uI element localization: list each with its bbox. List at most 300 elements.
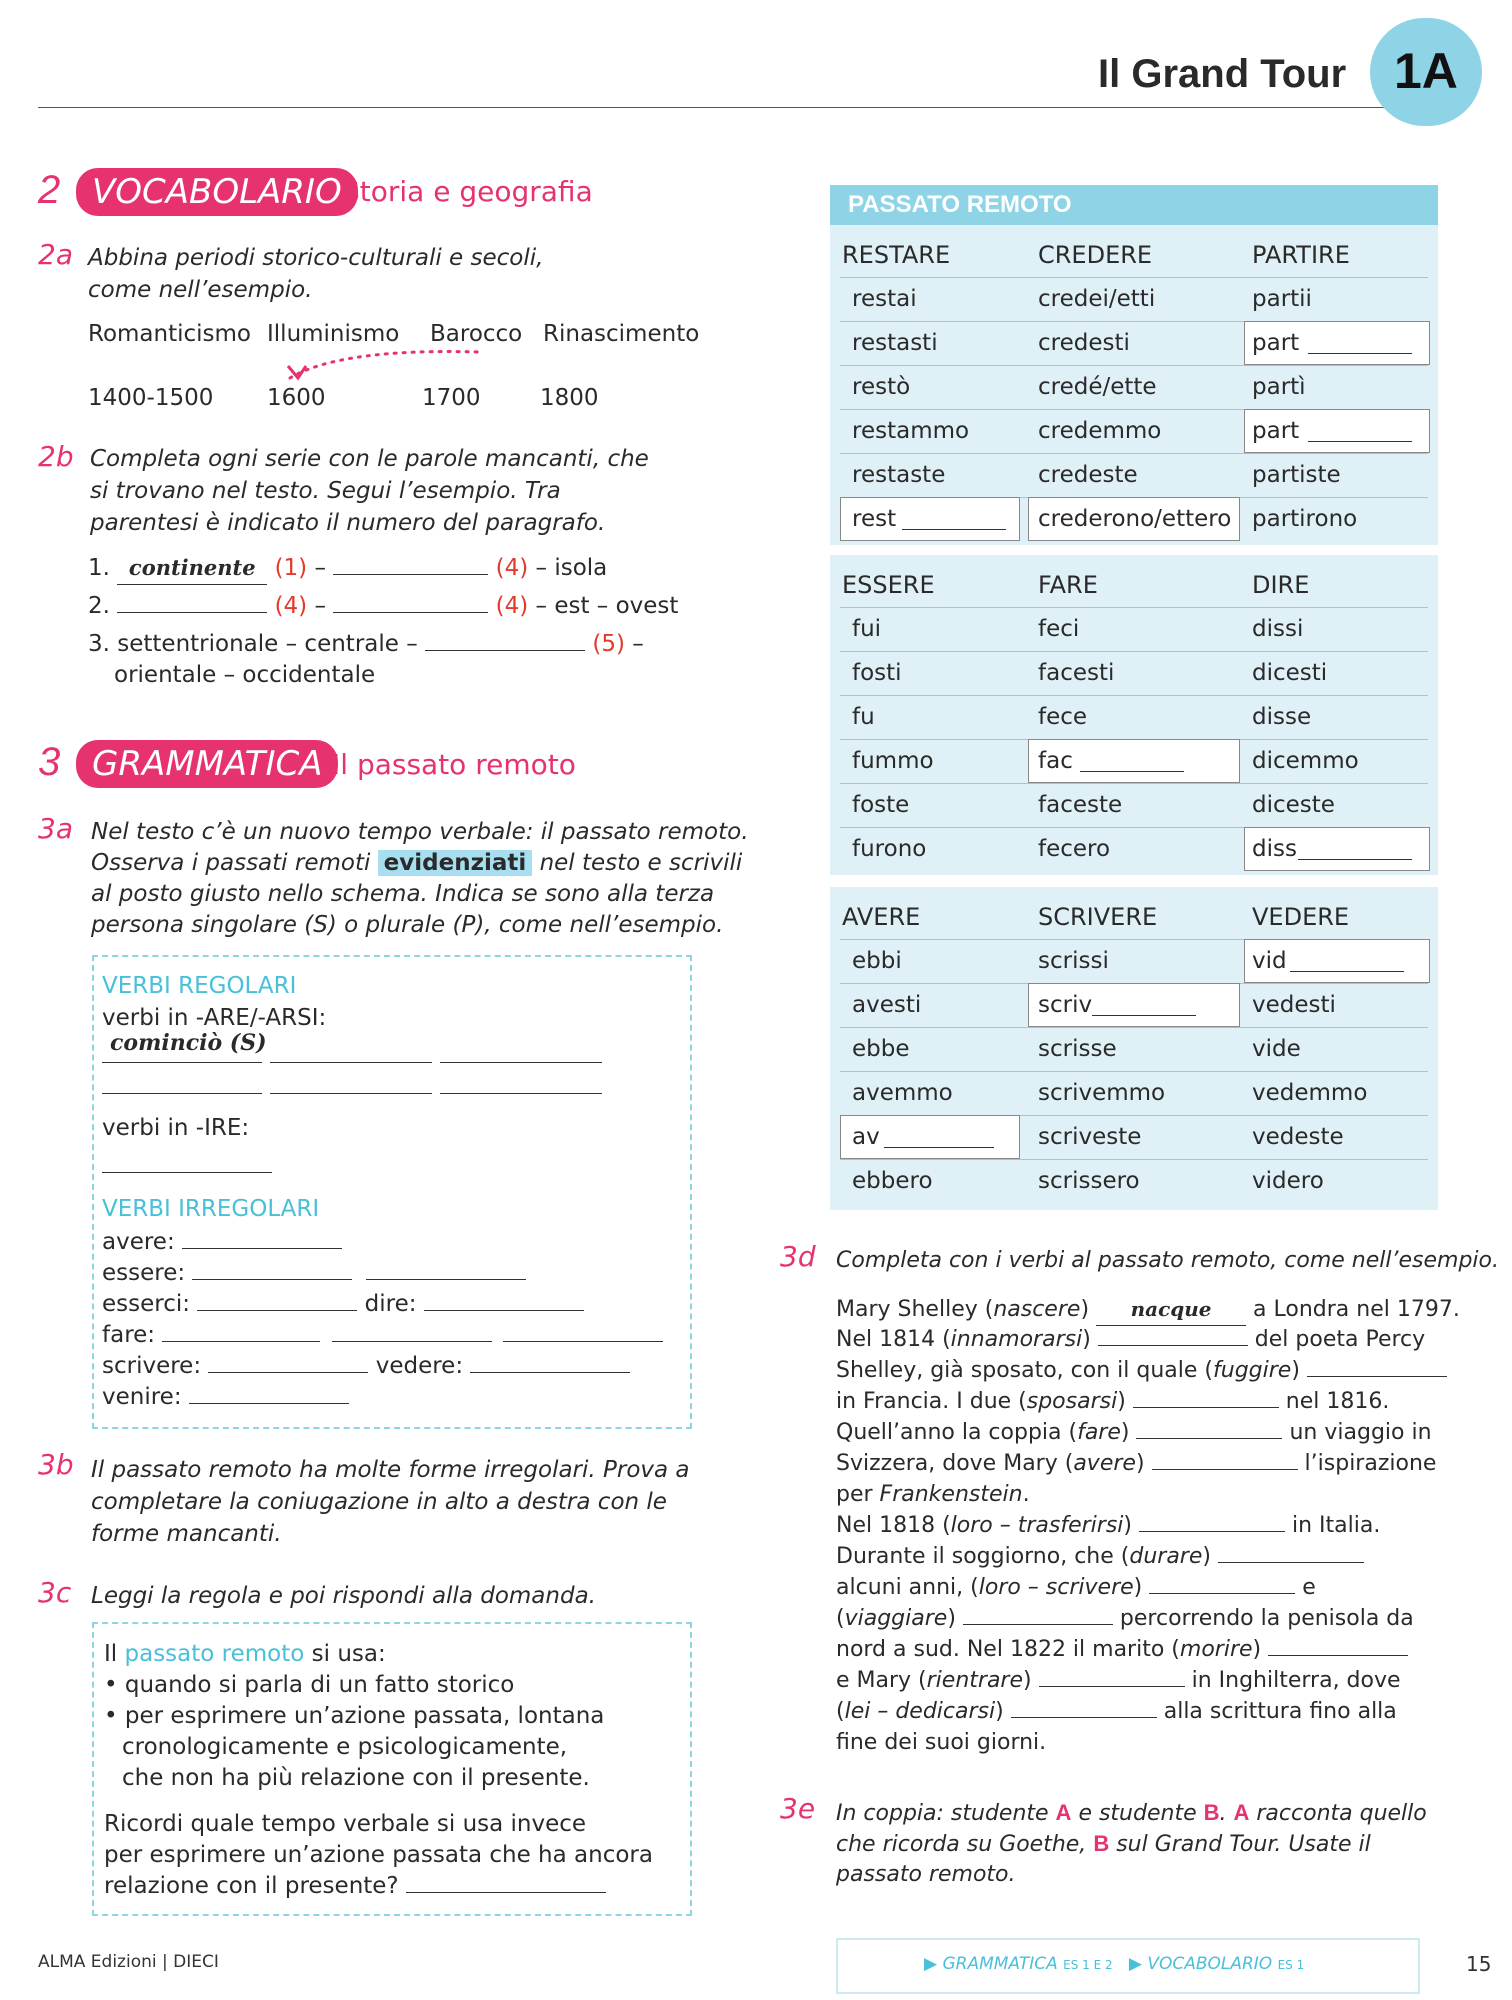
verb-hint: lei – dedicarsi	[844, 1699, 996, 1724]
cell: part	[1252, 418, 1300, 444]
are-blank-2[interactable]	[270, 1062, 432, 1063]
cross-reference-content	[924, 1954, 1304, 1974]
passato-remoto-table-3	[830, 887, 1438, 1210]
matching-line-example	[280, 340, 500, 385]
series-3-num: 3.	[88, 631, 110, 657]
table-1-header	[840, 233, 1428, 278]
ref-grammatica-exercises: ES 1 E 2	[1063, 1958, 1113, 1972]
story-blank-dedicarsi[interactable]	[1011, 1716, 1157, 1718]
table-row	[840, 1115, 1428, 1160]
ire-blank[interactable]	[102, 1172, 272, 1173]
exercise-3e-line2	[836, 1828, 1371, 1861]
essere-blank-2[interactable]	[366, 1278, 526, 1280]
table-row	[840, 827, 1428, 871]
passato-remoto-table-2	[830, 555, 1438, 875]
exercise-3c-instruction: Leggi la regola e poi rispondi alla domanda.	[91, 1583, 596, 1609]
t: e Mary (	[836, 1668, 927, 1693]
story-blank-scrivere[interactable]	[1149, 1592, 1295, 1594]
partire-blank-1[interactable]	[1308, 353, 1412, 354]
cell: vedeste	[1252, 1124, 1344, 1150]
rule-question-1: Ricordi quale tempo verbale si usa invece	[104, 1811, 587, 1837]
t: per	[836, 1482, 880, 1507]
irregular-avere	[102, 1226, 342, 1258]
cell: crederono/ettero	[1038, 506, 1232, 532]
story-blank-avere[interactable]	[1152, 1468, 1298, 1470]
rule-intro-end: si usa:	[311, 1641, 386, 1667]
verbi-ire-label: verbi in -IRE:	[102, 1115, 250, 1141]
section-2-pill: VOCABOLARIO	[76, 168, 358, 216]
fare-blank-1[interactable]	[162, 1340, 320, 1342]
student-b: B	[1093, 1831, 1110, 1856]
exercise-3e-label: 3e	[780, 1792, 816, 1825]
t: alla scrittura fino alla	[1163, 1699, 1397, 1724]
story-line-12	[836, 1634, 1408, 1666]
story-blank-innamorarsi[interactable]	[1098, 1344, 1248, 1346]
unit-badge-label: 1A	[1394, 43, 1458, 99]
table-row	[840, 497, 1428, 541]
ref-vocabolario-exercises: ES 1	[1277, 1958, 1305, 1972]
header-essere: ESSERE	[842, 571, 935, 599]
header-credere: CREDERE	[1038, 241, 1153, 269]
scrivere-blank[interactable]	[208, 1371, 368, 1373]
rule-bullet-2a: • per esprimere un’azione passata, lontana	[104, 1703, 605, 1729]
are-blank-4[interactable]	[102, 1093, 262, 1094]
series-3-paragraph: (5)	[592, 631, 625, 657]
century-1400-1500: 1400-1500	[88, 385, 214, 411]
rule-bullet-2b: cronologicamente e psicologicamente,	[122, 1734, 568, 1760]
cell: furono	[852, 836, 927, 862]
table-title: PASSATO REMOTO	[848, 191, 1072, 218]
cell: ebbi	[852, 948, 902, 974]
table-row	[840, 607, 1428, 652]
table-row	[840, 277, 1428, 322]
exercise-2a-label: 2a	[38, 238, 73, 271]
t: in Italia.	[1292, 1513, 1381, 1538]
series-1-dash: –	[314, 555, 326, 581]
t: Durante il soggiorno, che (	[836, 1544, 1130, 1569]
rule-intro	[104, 1638, 386, 1670]
irregular-venire-label: venire:	[102, 1384, 182, 1410]
exercise-3b-label: 3b	[38, 1448, 74, 1481]
table-row	[840, 453, 1428, 498]
table-row	[840, 651, 1428, 696]
cell: rest	[852, 506, 897, 532]
unit-badge	[1370, 18, 1482, 126]
series-1-paragraph-1: (1)	[274, 555, 308, 581]
cell: vide	[1252, 1036, 1301, 1062]
cell: avemmo	[852, 1080, 953, 1106]
t: e studente	[1078, 1801, 1197, 1826]
are-blank-6[interactable]	[440, 1093, 602, 1094]
restare-blank[interactable]	[902, 529, 1006, 530]
story-blank-fuggire[interactable]	[1307, 1375, 1447, 1377]
t: sul Grand Tour. Usate il	[1116, 1832, 1371, 1857]
table-2-header	[840, 563, 1428, 608]
ref-grammatica[interactable]: ▶ GRAMMATICA	[924, 1954, 1058, 1974]
story-blank-viaggiare[interactable]	[963, 1623, 1113, 1625]
student-a: A	[1233, 1800, 1250, 1825]
story-blank-morire[interactable]	[1268, 1654, 1408, 1656]
t: nord a sud. Nel 1822 il marito (	[836, 1637, 1180, 1662]
series-row-2	[88, 590, 678, 622]
exercise-2b-instruction: Completa ogni serie con le parole mancanti, che si trovano nel testo. Segui l’esempio. Tra parentesi è indicato il numero del paragrafo.	[90, 446, 649, 536]
t: .	[1219, 1801, 1227, 1826]
exercise-2b-label: 2b	[38, 440, 74, 473]
section-2-number: 2	[38, 168, 61, 212]
header-avere: AVERE	[842, 903, 921, 931]
series-3-line2: orientale – occidentale	[114, 662, 376, 688]
scrivere-table-blank[interactable]	[1092, 1015, 1196, 1016]
exercise-3c-label: 3c	[38, 1576, 72, 1609]
story-line-1	[836, 1293, 1460, 1326]
are-blank-3[interactable]	[440, 1062, 602, 1063]
cell: partì	[1252, 374, 1306, 400]
verb-hint: rientrare	[926, 1668, 1024, 1693]
t: )	[1135, 1451, 1145, 1476]
irregular-avere-label: avere:	[102, 1229, 175, 1255]
fare-table-blank[interactable]	[1080, 771, 1184, 772]
period-romanticismo: Romanticismo	[88, 321, 251, 347]
t: Quell’anno la coppia (	[836, 1420, 1078, 1445]
cell: foste	[852, 792, 910, 818]
story-blank-rientrare[interactable]	[1039, 1685, 1185, 1687]
cell: scriv	[1038, 992, 1093, 1018]
cell: restò	[852, 374, 911, 400]
publisher-credit: ALMA Edizioni | DIECI	[38, 1952, 219, 1972]
verb-hint: viaggiare	[844, 1606, 948, 1631]
t: racconta quello	[1256, 1801, 1427, 1826]
story-line-2	[836, 1324, 1425, 1356]
cell: credemmo	[1038, 418, 1162, 444]
t: .	[1022, 1482, 1030, 1507]
story-blank-durare[interactable]	[1218, 1561, 1364, 1563]
t: )	[995, 1699, 1004, 1724]
t: che ricorda su Goethe,	[836, 1832, 1087, 1857]
exercise-3a-label: 3a	[38, 812, 73, 845]
header-fare: FARE	[1038, 571, 1098, 599]
story-line-10	[836, 1572, 1316, 1604]
exercise-3a-line3: al posto giusto nello schema. Indica se sono alla terza	[91, 881, 715, 907]
t: )	[947, 1606, 956, 1631]
verb-hint: durare	[1129, 1544, 1203, 1569]
series-2-dash: –	[314, 593, 326, 619]
table-row	[840, 409, 1428, 454]
cell: credé/ette	[1038, 374, 1157, 400]
cell: diceste	[1252, 792, 1335, 818]
t: Nel 1818 (	[836, 1513, 951, 1538]
t: in Francia. I due (	[836, 1389, 1027, 1414]
story-line-11	[836, 1603, 1414, 1635]
t: )	[1133, 1575, 1143, 1600]
header-vedere: VEDERE	[1252, 903, 1350, 931]
cell: disse	[1252, 704, 1312, 730]
period-barocco: Barocco	[430, 321, 523, 347]
story-line-4	[836, 1386, 1389, 1418]
t: un viaggio in	[1289, 1420, 1432, 1445]
table-row	[840, 365, 1428, 410]
irregular-fare	[102, 1319, 663, 1351]
cell: vedemmo	[1252, 1080, 1368, 1106]
t: e	[1302, 1575, 1316, 1600]
t: Nel 1814 (	[836, 1327, 951, 1352]
exercise-3b-text: Il passato remoto ha molte forme irregolari. Prova a completare la coniugazione in alto a destra con le forme mancanti.	[91, 1457, 690, 1547]
avere-table-blank[interactable]	[884, 1147, 994, 1148]
cell: dissi	[1252, 616, 1304, 642]
exercise-3e-line1	[836, 1797, 1427, 1830]
cell: restai	[852, 286, 917, 312]
verb-hint: fuggire	[1213, 1358, 1292, 1383]
fare-blank-3[interactable]	[503, 1340, 663, 1342]
cell: restasti	[852, 330, 938, 356]
t: )	[1202, 1544, 1211, 1569]
ref-vocabolario[interactable]: ▶ VOCABOLARIO	[1128, 1954, 1273, 1974]
cell: partii	[1252, 286, 1312, 312]
cell: scrissero	[1038, 1168, 1140, 1194]
cell: scrissi	[1038, 948, 1109, 974]
t: )	[1252, 1637, 1262, 1662]
cell: fece	[1038, 704, 1088, 730]
century-1800: 1800	[540, 385, 599, 411]
t: )	[1291, 1358, 1300, 1383]
example-answer-nacque: nacque	[1096, 1293, 1246, 1326]
series-1-num: 1.	[88, 555, 110, 581]
essere-blank-1[interactable]	[192, 1278, 352, 1280]
table-title-bar	[830, 185, 1438, 225]
cell: avesti	[852, 992, 922, 1018]
cell: partirono	[1252, 506, 1358, 532]
irregular-esserci-dire	[102, 1288, 584, 1320]
example-cominciò: cominciò (S)	[110, 1030, 267, 1056]
verb-hint: innamorarsi	[950, 1327, 1083, 1352]
verbi-regolari-title: VERBI REGOLARI	[102, 973, 297, 999]
story-line-3	[836, 1355, 1447, 1387]
cell: restammo	[852, 418, 970, 444]
verb-hint: loro – trasferirsi	[950, 1513, 1124, 1538]
cell: feci	[1038, 616, 1080, 642]
t: del poeta Percy	[1254, 1327, 1426, 1352]
header-restare: RESTARE	[842, 241, 951, 269]
t: )	[1123, 1513, 1132, 1538]
t: a Londra nel 1797.	[1253, 1297, 1460, 1322]
series-2-end: – est – ovest	[535, 593, 679, 619]
t: alcuni anni, (	[836, 1575, 979, 1600]
exercise-3a-line2	[91, 847, 742, 879]
student-a: A	[1055, 1800, 1072, 1825]
page-title: Il Grand Tour	[1098, 52, 1347, 96]
rule-answer-blank[interactable]	[406, 1891, 606, 1893]
cell: facesti	[1038, 660, 1115, 686]
cell: vedesti	[1252, 992, 1336, 1018]
exercise-3e-line3: passato remoto.	[836, 1862, 1016, 1887]
cell: diss	[1252, 836, 1297, 862]
series-3-end: –	[632, 631, 644, 657]
cell: fui	[852, 616, 882, 642]
exercise-3d-instruction: Completa con i verbi al passato remoto, come nell’esempio.	[836, 1248, 1499, 1273]
exercise-3a-line1: Nel testo c’è un nuovo tempo verbale: il passato remoto.	[91, 819, 749, 845]
cell: fac	[1038, 748, 1073, 774]
dire-table-blank[interactable]	[1298, 859, 1412, 860]
series-2-blank-1[interactable]	[117, 611, 267, 613]
header-rule	[38, 107, 1398, 108]
exercise-3d-label: 3d	[780, 1240, 816, 1273]
series-1-answer: continente	[117, 552, 267, 585]
dire-blank[interactable]	[424, 1309, 584, 1311]
table-row	[840, 1159, 1428, 1203]
table-row	[840, 321, 1428, 366]
book-title: Frankenstein	[879, 1482, 1023, 1507]
period-illuminismo: Illuminismo	[267, 321, 400, 347]
cell: fu	[852, 704, 875, 730]
table-row	[840, 739, 1428, 784]
irregular-esserci-label: esserci:	[102, 1291, 191, 1317]
highlighted-word: evidenziati	[378, 850, 533, 876]
series-3-start: settentrionale – centrale –	[117, 631, 418, 657]
table-3-header	[840, 895, 1428, 940]
series-row-3	[88, 628, 644, 660]
verbi-are-label: verbi in -ARE/-ARSI:	[102, 1005, 327, 1031]
rule-bullet-1: • quando si parla di un fatto storico	[104, 1672, 515, 1698]
exercise-3a-line2-b: nel testo e scrivili	[539, 850, 743, 876]
table-row	[840, 783, 1428, 828]
series-1-blank[interactable]	[333, 573, 488, 575]
vedere-blank[interactable]	[470, 1371, 630, 1373]
cell: scrivemmo	[1038, 1080, 1166, 1106]
cell: credei/etti	[1038, 286, 1156, 312]
cell: dicesti	[1252, 660, 1328, 686]
irregular-fare-label: fare:	[102, 1322, 156, 1348]
avere-blank[interactable]	[182, 1247, 342, 1249]
header-dire: DIRE	[1252, 571, 1310, 599]
series-2-paragraph-1: (4)	[274, 593, 308, 619]
t: Shelley, già sposato, con il quale (	[836, 1358, 1213, 1383]
verb-hint: avere	[1073, 1451, 1136, 1476]
exercise-3a-line4: persona singolare (S) o plurale (P), come nell’esempio.	[91, 912, 724, 938]
cell: scriveste	[1038, 1124, 1142, 1150]
cell: ebbero	[852, 1168, 933, 1194]
verb-hint: sposarsi	[1026, 1389, 1118, 1414]
cell: fecero	[1038, 836, 1111, 862]
story-line-7	[836, 1479, 1030, 1511]
cell: scrisse	[1038, 1036, 1117, 1062]
cell: av	[852, 1124, 880, 1150]
t: )	[1117, 1389, 1126, 1414]
cell: vid	[1252, 948, 1287, 974]
cross-reference-box	[836, 1938, 1420, 1994]
story-line-8	[836, 1510, 1380, 1542]
rule-question-3-text: relazione con il presente?	[104, 1873, 399, 1899]
story-line-13	[836, 1665, 1401, 1697]
table-row	[840, 1071, 1428, 1116]
story-line-14	[836, 1696, 1397, 1728]
story-line-6	[836, 1448, 1436, 1480]
t: percorrendo la penisola da	[1119, 1606, 1414, 1631]
verb-hint: morire	[1179, 1637, 1253, 1662]
cell: ebbe	[852, 1036, 910, 1062]
are-blank-5[interactable]	[270, 1093, 432, 1094]
t: )	[1120, 1420, 1130, 1445]
irregular-scrivere-label: scrivere:	[102, 1353, 202, 1379]
irregular-essere-label: essere:	[102, 1260, 186, 1286]
story-line-9	[836, 1541, 1364, 1573]
section-3-subtitle: Il passato remoto	[332, 748, 576, 781]
period-rinascimento: Rinascimento	[543, 321, 700, 347]
section-3-number: 3	[38, 740, 61, 784]
passato-remoto-table-1	[830, 185, 1438, 545]
section-3-pill: GRAMMATICA	[76, 740, 338, 788]
t: )	[1080, 1297, 1090, 1322]
table-row	[840, 939, 1428, 984]
t: in Inghilterra, dove	[1191, 1668, 1401, 1693]
vedere-table-blank[interactable]	[1290, 971, 1404, 972]
t: )	[1082, 1327, 1091, 1352]
story-line-15: fine dei suoi giorni.	[836, 1730, 1047, 1755]
cell: restaste	[852, 462, 946, 488]
verb-hint: fare	[1077, 1420, 1121, 1445]
student-b: B	[1203, 1800, 1220, 1825]
cell: faceste	[1038, 792, 1123, 818]
cell: fummo	[852, 748, 934, 774]
t: Mary Shelley (	[836, 1297, 994, 1322]
header-scrivere: SCRIVERE	[1038, 903, 1158, 931]
verbi-irregolari-title: VERBI IRREGOLARI	[102, 1196, 320, 1222]
rule-question-3	[104, 1870, 606, 1902]
cell: dicemmo	[1252, 748, 1359, 774]
verb-hint: nascere	[993, 1297, 1081, 1322]
venire-blank[interactable]	[189, 1402, 349, 1404]
t: )	[1023, 1668, 1032, 1693]
story-blank-trasferirsi[interactable]	[1139, 1530, 1285, 1532]
esserci-blank[interactable]	[197, 1309, 357, 1311]
series-2-paragraph-2: (4)	[495, 593, 529, 619]
cell: partiste	[1252, 462, 1341, 488]
series-3-blank[interactable]	[425, 649, 585, 651]
t: In coppia: studente	[836, 1801, 1049, 1826]
series-1-end: – isola	[535, 555, 608, 581]
exercise-2a-instruction: Abbina periodi storico-culturali e secoli, come nell’esempio.	[88, 245, 544, 303]
irregular-essere	[102, 1257, 526, 1289]
rule-bullet-2c: che non ha più relazione con il presente.	[122, 1765, 590, 1791]
t: Svizzera, dove Mary (	[836, 1451, 1074, 1476]
series-2-num: 2.	[88, 593, 110, 619]
rule-intro-start: Il	[104, 1641, 118, 1667]
t: l’ispirazione	[1304, 1451, 1437, 1476]
t: (	[836, 1606, 845, 1631]
irregular-dire-label: dire:	[364, 1291, 417, 1317]
story-blank-sposarsi[interactable]	[1133, 1406, 1279, 1408]
t: (	[836, 1699, 845, 1724]
series-2-blank-2[interactable]	[333, 611, 488, 613]
are-blank-1[interactable]	[102, 1062, 262, 1063]
fare-blank-2[interactable]	[332, 1340, 492, 1342]
rule-question-2: per esprimere un’azione passata che ha ancora	[104, 1842, 653, 1868]
t: nel 1816.	[1285, 1389, 1390, 1414]
table-row	[840, 1027, 1428, 1072]
century-1600: 1600	[267, 385, 326, 411]
cell: fosti	[852, 660, 902, 686]
irregular-vedere-label: vedere:	[375, 1353, 464, 1379]
exercise-3a-line2-a: Osserva i passati remoti	[91, 850, 371, 876]
series-row-1	[88, 552, 607, 585]
partire-blank-2[interactable]	[1308, 441, 1412, 442]
story-blank-fare[interactable]	[1136, 1437, 1282, 1439]
cell: credesti	[1038, 330, 1130, 356]
cell: credeste	[1038, 462, 1138, 488]
table-row	[840, 983, 1428, 1028]
story-line-5	[836, 1417, 1432, 1449]
rule-term: passato remoto	[124, 1641, 305, 1667]
header-partire: PARTIRE	[1252, 241, 1350, 269]
page-number: 15	[1466, 1952, 1492, 1976]
